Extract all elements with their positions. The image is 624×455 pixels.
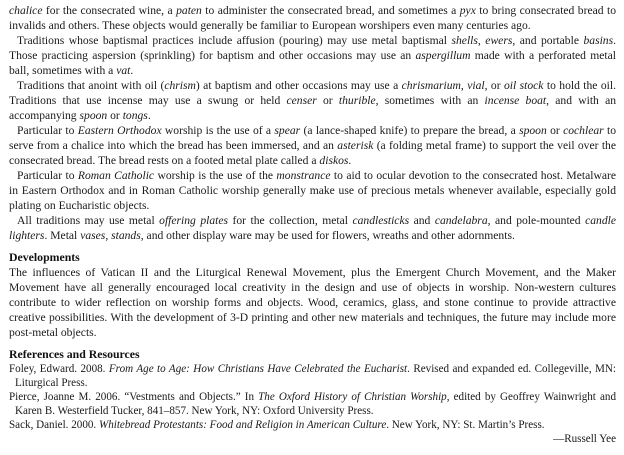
text-segment: Foley, Edward. 2008. <box>9 363 109 375</box>
italic-term: aspergillum <box>415 49 471 62</box>
text-segment: for the collection, metal <box>228 214 353 227</box>
text-segment: . New York, NY: St. Martin’s Press. <box>386 419 545 431</box>
italic-term: paten <box>176 4 202 17</box>
text-segment: for the consecrated wine, a <box>42 4 177 17</box>
text-segment: Particular to <box>17 124 78 137</box>
italic-term: cochlear <box>563 124 604 137</box>
text-segment: , and pole-mounted <box>487 214 586 227</box>
italic-term: spoon <box>79 109 108 122</box>
italic-term: tongs <box>122 109 148 122</box>
text-segment: . <box>130 64 134 77</box>
text-segment: Particular to <box>17 169 78 182</box>
text-segment: , <box>105 229 112 242</box>
reference-entry-foley <box>9 362 616 390</box>
italic-term: vases <box>80 229 106 242</box>
italic-term: chrism <box>164 79 196 92</box>
paragraph-baptismal-objects <box>9 33 616 78</box>
text-segment: . Revised and expanded ed. Collegeville, MN: Liturgical Press. <box>15 363 616 389</box>
italic-term: candle lighters <box>9 214 616 242</box>
text-segment: to bring consecrated bread to invalids and others. These objects would generally be familiar to European worshipers even many centuries ago. <box>9 4 616 32</box>
text-segment: , and portable <box>512 34 584 47</box>
reference-entry-pierce <box>9 390 616 418</box>
italic-term: Eastern Orthodox <box>77 124 162 137</box>
italic-term: asterisk <box>337 139 374 152</box>
italic-term: shells <box>451 34 478 47</box>
italic-term: diskos <box>319 154 349 167</box>
italic-term: offering plates <box>159 214 229 227</box>
italic-term: incense boat <box>484 94 547 107</box>
text-segment: , sometimes with an <box>375 94 485 107</box>
text-segment: (a folding metal frame) to support the veil over the consecrated bread. The bread rests on a footed metal plate called a <box>9 139 616 167</box>
author-signature: —Russell Yee <box>553 433 616 445</box>
italic-term: chrismarium <box>401 79 461 92</box>
text-segment: Traditions that anoint with oil ( <box>17 79 165 92</box>
text-segment: , <box>460 79 468 92</box>
text-segment: , and other display ware may be used for flowers, wreaths and other adornments. <box>140 229 515 242</box>
italic-term: spear <box>274 124 301 137</box>
paragraph-roman-catholic <box>9 168 616 213</box>
section-heading-references: References and Resources <box>9 347 140 361</box>
text-segment: to hold the oil. Traditions that use incense may use a swung or held <box>9 79 616 107</box>
text-segment: or <box>316 94 339 107</box>
text-segment: Sack, Daniel. 2000. <box>9 419 99 431</box>
text-segment: made with a perforated metal ball, sometimes with a <box>9 49 616 77</box>
italic-term: ewers <box>485 34 513 47</box>
italic-term: From Age to Age: How Christians Have Celebrated the Eucharist <box>108 363 408 375</box>
text-segment: Pierce, Joanne M. 2006. “Vestments and Objects.” In <box>9 391 259 403</box>
text-segment: (a lance-shaped knife) to prepare the bread, a <box>300 124 520 137</box>
paragraph-developments <box>9 265 616 340</box>
italic-term: vat <box>116 64 131 77</box>
text-segment: . Metal <box>44 229 81 242</box>
text-segment: . Those practicing aspersion (sprinkling) for baptism and other occasions may use an <box>9 34 617 62</box>
text-segment: . <box>348 154 352 167</box>
italic-term: candelabra <box>434 214 488 227</box>
italic-term: vial <box>467 79 485 92</box>
italic-term: candlesticks <box>352 214 410 227</box>
text-segment: Traditions whose baptismal practices include affusion (pouring) may use metal baptismal <box>17 34 452 47</box>
reference-entry-sack <box>9 418 616 432</box>
italic-term: censer <box>286 94 317 107</box>
text-segment: , or <box>484 79 504 92</box>
italic-term: basins <box>583 34 614 47</box>
text-segment: worship is the use of a <box>161 124 275 137</box>
text-segment: or <box>546 124 564 137</box>
paragraph-all-traditions <box>9 213 616 243</box>
text-segment: , <box>477 34 486 47</box>
italic-term: pyx <box>459 4 476 17</box>
italic-term: Whitebread Protestants: Food and Religion in American Culture <box>98 419 387 431</box>
text-segment: All traditions may use metal <box>17 214 160 227</box>
italic-term: The Oxford History of Christian Worship <box>258 391 447 403</box>
italic-term: stands <box>111 229 141 242</box>
text-segment: to aid to ocular devotion to the consecrated host. Metalware in Eastern Orthodox and in Roman Catholic worship generally make use of precious metals whenever available, especially gold plating on Eucharistic objects. <box>9 169 616 212</box>
text-segment: ) at baptism and other occasions may use a <box>195 79 402 92</box>
italic-term: Roman Catholic <box>77 169 155 182</box>
text-segment: . <box>147 109 151 122</box>
text-segment: , and with an accompanying <box>9 94 617 122</box>
italic-term: monstrance <box>276 169 331 182</box>
italic-term: spoon <box>519 124 547 137</box>
text-segment: worship is the use of the <box>154 169 277 182</box>
text-segment: and <box>409 214 435 227</box>
text-segment: to serve from a chalice into which the bread has been immersed, and an <box>9 124 617 152</box>
paragraph-eucharistic-vessels <box>9 3 616 33</box>
paragraph-eastern-orthodox <box>9 123 616 168</box>
paragraph-oil-and-incense <box>9 78 616 123</box>
italic-term: chalice <box>9 4 43 17</box>
text-segment: to administer the consecrated bread, and sometimes a <box>201 4 460 17</box>
text-segment: or <box>107 109 123 122</box>
section-heading-developments: Developments <box>9 250 80 264</box>
text-segment: , edited by Geoffrey Wainwright and Karen B. Westerfield Tucker, 841–857. New York, NY: Oxford University Press. <box>15 391 616 417</box>
italic-term: thurible <box>338 94 376 107</box>
text-segment: The influences of Vatican II and the Liturgical Renewal Movement, plus the Emergent Church Movement, and the Maker Movement have all generally encouraged local creativity in the design and use of objects in worship. Non-western cultures contribute to wider reflection on worship forms and objects. Wood, ceramics, glass, and stone continue to provide attractive creative possibilities. With the development of 3-D printing and other new materials and techniques, the future may include more post-metal objects. <box>9 266 616 339</box>
italic-term: oil stock <box>503 79 544 92</box>
